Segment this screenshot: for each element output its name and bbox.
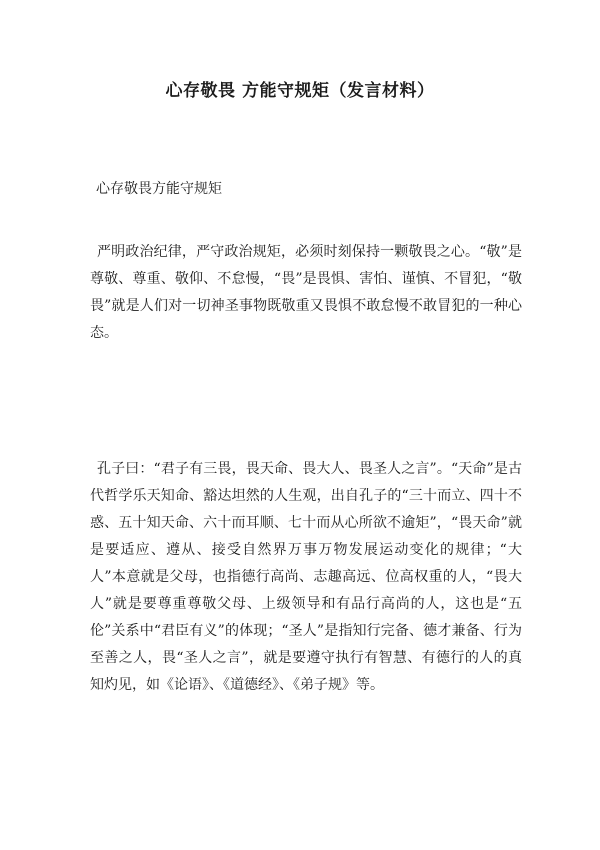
document-title: 心存敬畏 方能守规矩（发言材料） xyxy=(165,81,435,101)
document-subtitle: 心存敬畏方能守规矩 xyxy=(96,181,222,197)
paragraph-confucius-three-fears: 孔子曰：“君子有三畏，畏天命、畏大人、畏圣人之言”。“天命”是古代哲学乐天知命、豁达坦然的人生观，出自孔子的“三十而立、四十不惑、五十知天命、六十而耳顺、七十而从心所欲不逾矩”，“畏天命”就是要适应、遵从、接受自然界万事万物发展运动变化的规律；“大人”本意就是父母，也指德行高尚、志趣高远、位高权重的人，“畏大人”就是要尊重尊敬父母、上级领导和有品行高尚的人，这也是“五伦”关系中“君臣有义”的体现；“圣人”是指知行完备、德才兼备、行为至善之人，畏“圣人之言”，就是要遵守执行有智慧、有德行的人的真知灼见，如《论语》、《道德经》、《弟子规》等。 xyxy=(90,461,522,693)
paragraph-reverence-definition: 严明政治纪律，严守政治规矩，必须时刻保持一颗敬畏之心。“敬”是尊敬、尊重、敬仰、不怠慢，“畏”是畏惧、害怕、谨慎、不冒犯，“敬畏”就是人们对一切神圣事物既敬重又畏惧不敢怠慢不敢冒犯的一种心态。 xyxy=(90,244,522,341)
